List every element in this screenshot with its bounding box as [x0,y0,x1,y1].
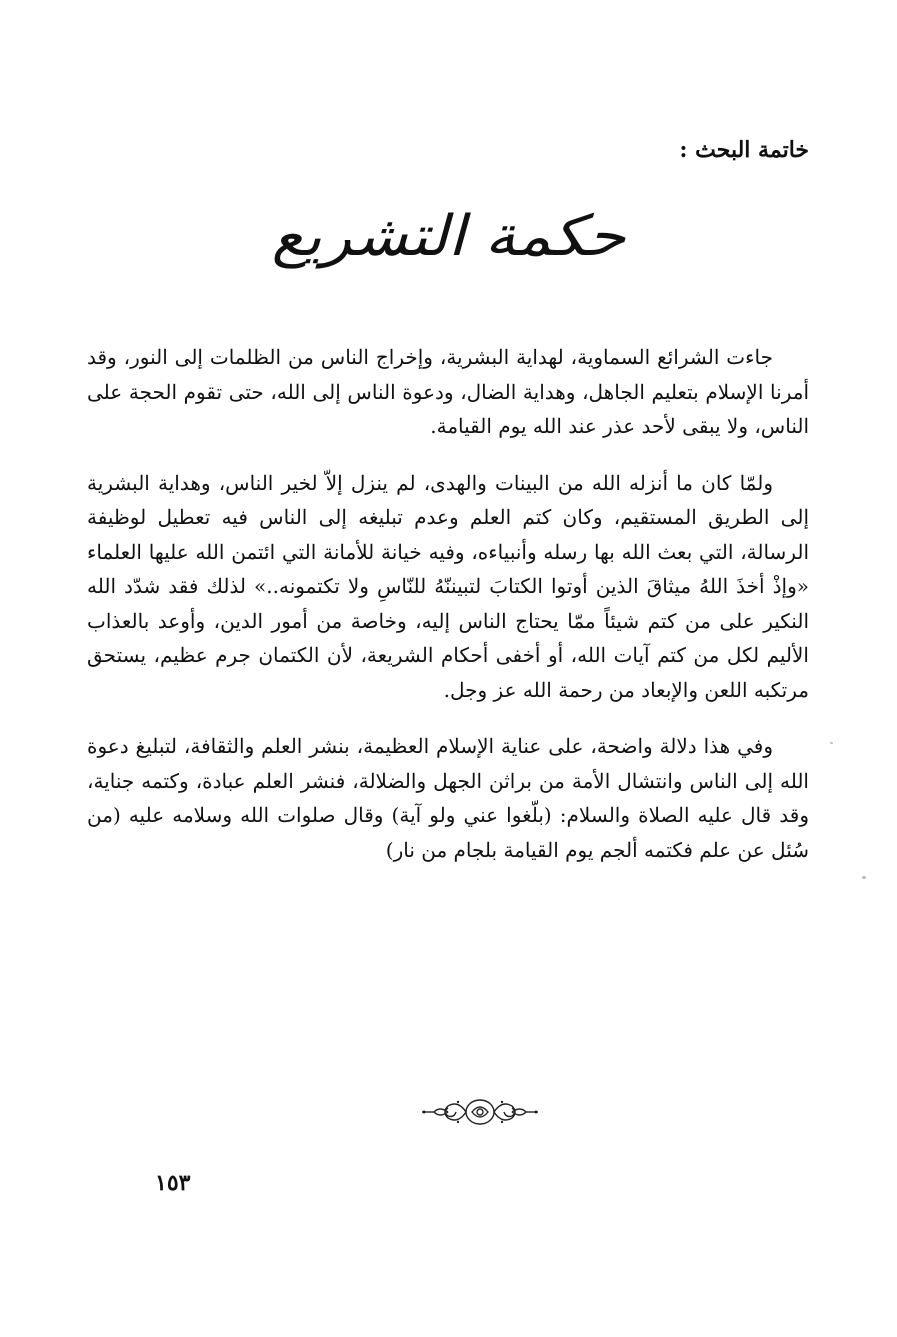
body-text [87,340,809,889]
paragraph-intro: جاءت الشرائع السماوية، لهداية البشرية، وإخراج الناس من الظلمات إلى النور، وقد أمرنا الإسلام بتعليم الجاهل، وهداية الضال، ودعوة الناس إلى الله، حتى تقوم الحجة على الناس، ولا يبقى لأحد عذر عند الله يوم القيامة. [87,345,809,438]
paragraph-conclusion: وفي هذا دلالة واضحة، على عناية الإسلام العظيمة، بنشر العلم والثقافة، لتبليغ دعوة الله إلى الناس وانتشال الأمة من براثن الجهل والضلالة، فنشر العلم عبادة، وكتمه جناية، وقد قال عليه الصلاة والسلام: (بلّغوا عني ولو آية) وقال صلوات الله وسلامه عليه (من سُئل عن علم فكتمه ألجم يوم القيامة بلجام من نار) [87,734,809,862]
floral-ornament-icon [418,1092,542,1132]
page-number: ١٥٣ [155,1170,191,1196]
calligraphic-title: حكمة التشريع [271,204,626,269]
scan-speck [862,876,866,879]
section-heading: خاتمة البحث : [679,137,809,163]
paragraph-concealment: ولمّا كان ما أنزله الله من البينات والهدى، لم ينزل إلاّ لخير الناس، وهداية البشرية إلى الطريق المستقيم، وكان كتم العلم وعدم تبليغه إلى الناس فيه تعطيل لوظيفة الرسالة، التي بعث الله بها رسله وأنبياءه، وفيه خيانة للأمانة التي ائتمن الله عليها العلماء «وإذْ أخذَ اللهُ ميثاقَ الذين أوتوا الكتابَ لتبيننّهُ للنّاسِ ولا تكتمونه..» لذلك فقد شدّد الله النكير على من كتم شيئاً ممّا يحتاج الناس إليه، وخاصة من أمور الدين، وأوعد بالعذاب الأليم لكل من كتم آيات الله، أو أخفى أحكام الشريعة، لأن الكتمان جرم عظيم، يستحق مرتكبه اللعن والإبعاد من رحمة الله عز وجل. [87,470,809,702]
scan-speck [830,742,833,744]
